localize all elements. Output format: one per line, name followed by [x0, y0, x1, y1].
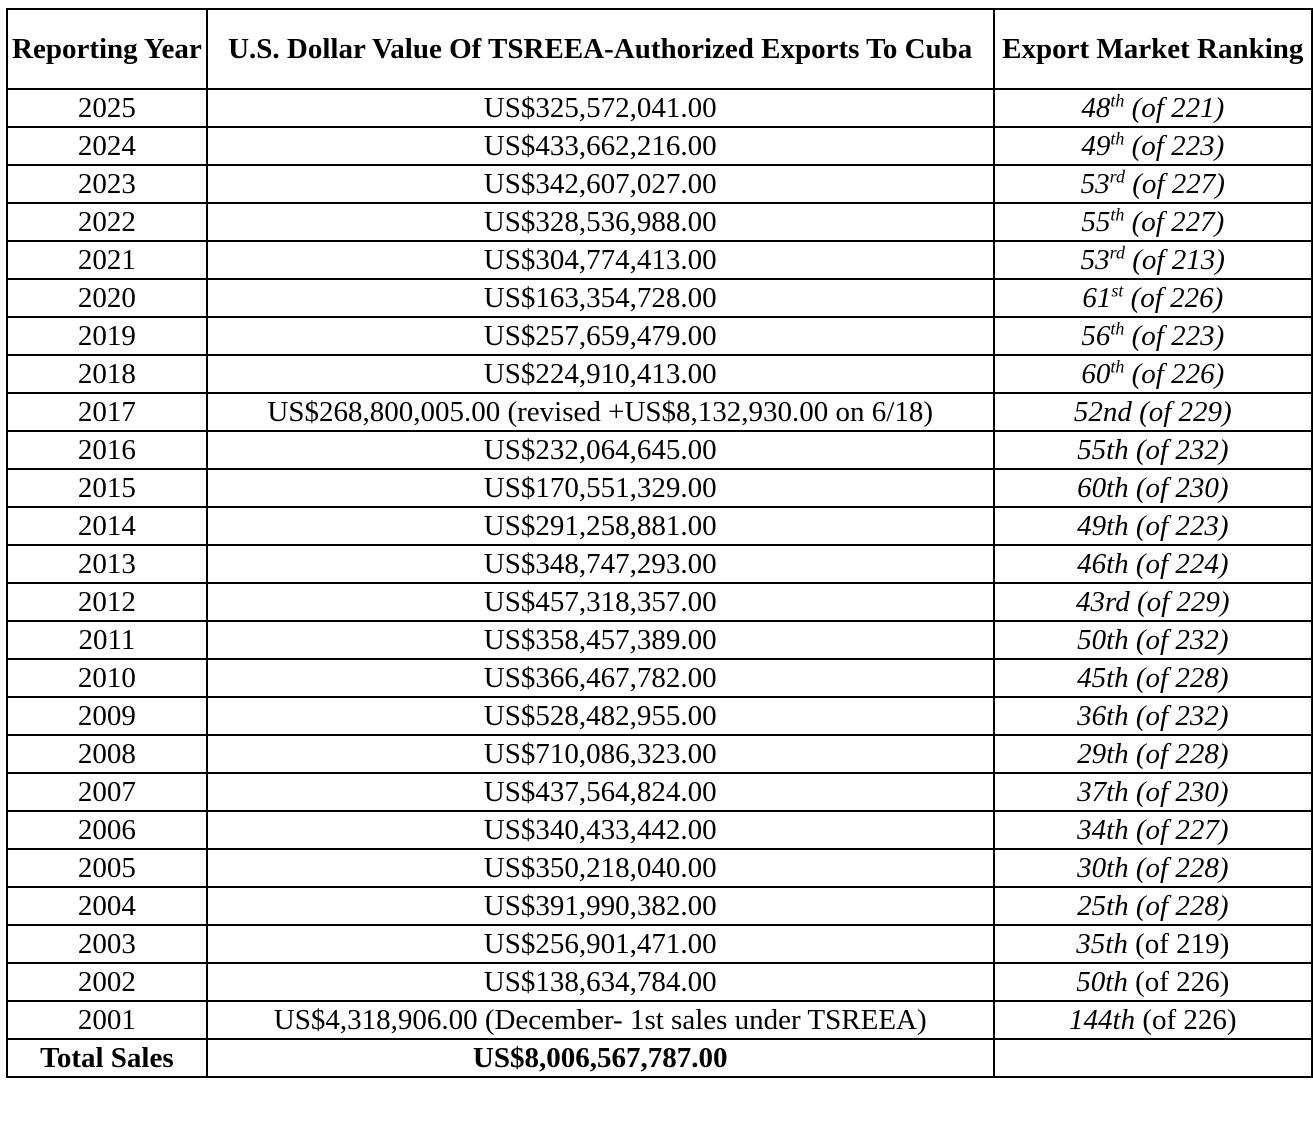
- rank-of-total: (of 228): [1128, 661, 1229, 694]
- export-ranking-cell: [994, 431, 1312, 469]
- table-row: [7, 507, 1312, 545]
- export-ranking-cell: [994, 621, 1312, 659]
- table-row: [7, 773, 1312, 811]
- dollar-value-cell: US$348,747,293.00: [207, 545, 994, 583]
- reporting-year-cell: 2006: [7, 811, 207, 849]
- table-row: [7, 431, 1312, 469]
- rank-of-total: (of 224): [1128, 547, 1229, 580]
- table-row: [7, 659, 1312, 697]
- export-ranking-cell: [994, 697, 1312, 735]
- rank-number: 50th: [1076, 965, 1128, 998]
- export-ranking-cell: [994, 545, 1312, 583]
- dollar-value-cell: US$325,572,041.00: [207, 89, 994, 127]
- reporting-year-cell: 2017: [7, 393, 207, 431]
- rank-number: 29th: [1077, 737, 1129, 770]
- export-ranking-cell: [994, 317, 1312, 355]
- reporting-year-cell: 2016: [7, 431, 207, 469]
- rank-of-total: (of 230): [1128, 775, 1229, 808]
- rank-suffix: rd: [1109, 241, 1126, 262]
- reporting-year-cell: 2020: [7, 279, 207, 317]
- dollar-value-cell: US$224,910,413.00: [207, 355, 994, 393]
- rank-number: 52nd: [1073, 395, 1132, 428]
- reporting-year-cell: 2003: [7, 925, 207, 963]
- reporting-year-cell: 2001: [7, 1001, 207, 1039]
- rank-number: 37th: [1077, 775, 1129, 808]
- rank-of-total: (of 223): [1128, 509, 1229, 542]
- rank-of-total: (of 226): [1127, 965, 1230, 998]
- rank-of-total: (of 227): [1124, 205, 1225, 238]
- dollar-value-cell: US$358,457,389.00: [207, 621, 994, 659]
- dollar-value-cell: US$291,258,881.00: [207, 507, 994, 545]
- dollar-value-cell: US$457,318,357.00: [207, 583, 994, 621]
- rank-number: 60: [1081, 357, 1111, 390]
- reporting-year-cell: 2008: [7, 735, 207, 773]
- table-row: [7, 849, 1312, 887]
- rank-suffix: rd: [1109, 165, 1126, 186]
- export-ranking-cell: [994, 773, 1312, 811]
- reporting-year-cell: 2007: [7, 773, 207, 811]
- reporting-year-cell: 2021: [7, 241, 207, 279]
- rank-of-total: (of 228): [1128, 737, 1229, 770]
- table-row: [7, 583, 1312, 621]
- dollar-value-cell: US$138,634,784.00: [207, 963, 994, 1001]
- table-row: [7, 89, 1312, 127]
- exports-table: [6, 8, 1313, 1078]
- total-rank: [994, 1039, 1312, 1077]
- rank-number: 50th: [1077, 623, 1129, 656]
- dollar-value-cell: US$232,064,645.00: [207, 431, 994, 469]
- rank-suffix: th: [1110, 355, 1125, 376]
- dollar-value-cell: US$350,218,040.00: [207, 849, 994, 887]
- rank-number: 55: [1081, 205, 1111, 238]
- export-ranking-cell: [994, 241, 1312, 279]
- export-ranking-cell: [994, 849, 1312, 887]
- reporting-year-cell: 2009: [7, 697, 207, 735]
- export-ranking-cell: [994, 735, 1312, 773]
- reporting-year-cell: 2011: [7, 621, 207, 659]
- dollar-value-cell: US$170,551,329.00: [207, 469, 994, 507]
- dollar-value-cell: US$304,774,413.00: [207, 241, 994, 279]
- rank-number: 55th: [1077, 433, 1129, 466]
- reporting-year-cell: 2025: [7, 89, 207, 127]
- rank-of-total: (of 227): [1125, 167, 1225, 200]
- reporting-year-cell: 2002: [7, 963, 207, 1001]
- table-body: [7, 89, 1312, 1077]
- reporting-year-cell: 2004: [7, 887, 207, 925]
- table-row: [7, 621, 1312, 659]
- reporting-year-cell: 2005: [7, 849, 207, 887]
- table-row: [7, 811, 1312, 849]
- rank-of-total: (of 223): [1124, 129, 1225, 162]
- dollar-value-cell: US$257,659,479.00: [207, 317, 994, 355]
- rank-of-total: (of 226): [1123, 281, 1224, 314]
- table-row: [7, 469, 1312, 507]
- export-ranking-cell: [994, 507, 1312, 545]
- table-row: [7, 393, 1312, 431]
- table-row: [7, 1001, 1312, 1039]
- rank-of-total: (of 228): [1128, 851, 1229, 884]
- export-ranking-cell: [994, 393, 1312, 431]
- export-ranking-cell: [994, 279, 1312, 317]
- rank-number: 25th: [1077, 889, 1129, 922]
- rank-number: 43rd: [1075, 585, 1130, 618]
- rank-number: 56: [1081, 319, 1111, 352]
- dollar-value-cell: US$437,564,824.00: [207, 773, 994, 811]
- rank-number: 60th: [1077, 471, 1129, 504]
- export-ranking-cell: [994, 963, 1312, 1001]
- export-ranking-cell: [994, 469, 1312, 507]
- reporting-year-cell: 2024: [7, 127, 207, 165]
- dollar-value-cell: US$4,318,906.00 (December- 1st sales under TSREEA): [207, 1001, 994, 1039]
- export-ranking-cell: [994, 583, 1312, 621]
- rank-of-total: (of 228): [1128, 889, 1229, 922]
- total-row: [7, 1039, 1312, 1077]
- rank-of-total: (of 221): [1124, 91, 1225, 124]
- export-ranking-cell: [994, 1001, 1312, 1039]
- dollar-value-cell: US$710,086,323.00: [207, 735, 994, 773]
- rank-of-total: (of 226): [1135, 1003, 1237, 1036]
- reporting-year-cell: 2012: [7, 583, 207, 621]
- document-page: [6, 8, 1313, 1078]
- reporting-year-cell: 2010: [7, 659, 207, 697]
- rank-of-total: (of 226): [1124, 357, 1225, 390]
- reporting-year-cell: 2019: [7, 317, 207, 355]
- rank-of-total: (of 232): [1128, 623, 1229, 656]
- dollar-value-cell: US$528,482,955.00: [207, 697, 994, 735]
- reporting-year-cell: 2013: [7, 545, 207, 583]
- export-ranking-cell: [994, 127, 1312, 165]
- rank-of-total: (of 229): [1131, 395, 1232, 428]
- dollar-value-cell: US$340,433,442.00: [207, 811, 994, 849]
- rank-of-total: (of 227): [1128, 813, 1229, 846]
- table-row: [7, 165, 1312, 203]
- rank-of-total: (of 213): [1125, 243, 1225, 276]
- table-row: [7, 317, 1312, 355]
- table-row: [7, 887, 1312, 925]
- reporting-year-cell: 2014: [7, 507, 207, 545]
- rank-suffix: th: [1110, 203, 1125, 224]
- table-row: [7, 925, 1312, 963]
- rank-of-total: (of 232): [1128, 699, 1229, 732]
- rank-suffix: th: [1110, 89, 1125, 110]
- export-ranking-cell: [994, 355, 1312, 393]
- rank-number: 53: [1080, 167, 1110, 200]
- rank-number: 34th: [1077, 813, 1129, 846]
- rank-of-total: (of 232): [1128, 433, 1229, 466]
- rank-of-total: (of 230): [1128, 471, 1229, 504]
- header-row: [7, 9, 1312, 89]
- dollar-value-cell: US$163,354,728.00: [207, 279, 994, 317]
- dollar-value-cell: US$433,662,216.00: [207, 127, 994, 165]
- rank-suffix: st: [1111, 279, 1124, 300]
- dollar-value-cell: US$391,990,382.00: [207, 887, 994, 925]
- rank-number: 49th: [1077, 509, 1129, 542]
- reporting-year-cell: 2022: [7, 203, 207, 241]
- table-row: [7, 127, 1312, 165]
- table-row: [7, 735, 1312, 773]
- rank-number: 36th: [1077, 699, 1129, 732]
- reporting-year-cell: 2023: [7, 165, 207, 203]
- export-ranking-cell: [994, 811, 1312, 849]
- header-reporting-year: Reporting Year: [7, 9, 207, 89]
- dollar-value-cell: US$342,607,027.00: [207, 165, 994, 203]
- total-label: Total Sales: [7, 1039, 207, 1077]
- export-ranking-cell: [994, 887, 1312, 925]
- dollar-value-cell: US$256,901,471.00: [207, 925, 994, 963]
- table-row: [7, 203, 1312, 241]
- total-value: US$8,006,567,787.00: [207, 1039, 994, 1077]
- rank-number: 53: [1080, 243, 1110, 276]
- reporting-year-cell: 2018: [7, 355, 207, 393]
- rank-of-total: (of 223): [1124, 319, 1225, 352]
- export-ranking-cell: [994, 203, 1312, 241]
- table-row: [7, 697, 1312, 735]
- rank-suffix: th: [1110, 127, 1125, 148]
- rank-number: 46th: [1077, 547, 1129, 580]
- dollar-value-cell: US$268,800,005.00 (revised +US$8,132,930.00 on 6/18): [207, 393, 994, 431]
- rank-number: 35th: [1076, 927, 1128, 960]
- header-dollar-value: U.S. Dollar Value Of TSREEA-Authorized Exports To Cuba: [207, 9, 994, 89]
- rank-number: 30th: [1077, 851, 1129, 884]
- table-row: [7, 355, 1312, 393]
- dollar-value-cell: US$366,467,782.00: [207, 659, 994, 697]
- table-row: [7, 963, 1312, 1001]
- table-row: [7, 279, 1312, 317]
- rank-of-total: (of 219): [1127, 927, 1230, 960]
- rank-number: 61: [1082, 281, 1112, 314]
- export-ranking-cell: [994, 659, 1312, 697]
- rank-suffix: th: [1110, 317, 1125, 338]
- export-ranking-cell: [994, 165, 1312, 203]
- dollar-value-cell: US$328,536,988.00: [207, 203, 994, 241]
- header-export-ranking: Export Market Ranking: [994, 9, 1312, 89]
- rank-number: 48: [1081, 91, 1111, 124]
- rank-number: 144th: [1069, 1003, 1136, 1036]
- table-row: [7, 241, 1312, 279]
- rank-number: 49: [1081, 129, 1111, 162]
- reporting-year-cell: 2015: [7, 469, 207, 507]
- rank-number: 45th: [1077, 661, 1129, 694]
- export-ranking-cell: [994, 925, 1312, 963]
- rank-of-total: (of 229): [1129, 585, 1230, 618]
- export-ranking-cell: [994, 89, 1312, 127]
- table-row: [7, 545, 1312, 583]
